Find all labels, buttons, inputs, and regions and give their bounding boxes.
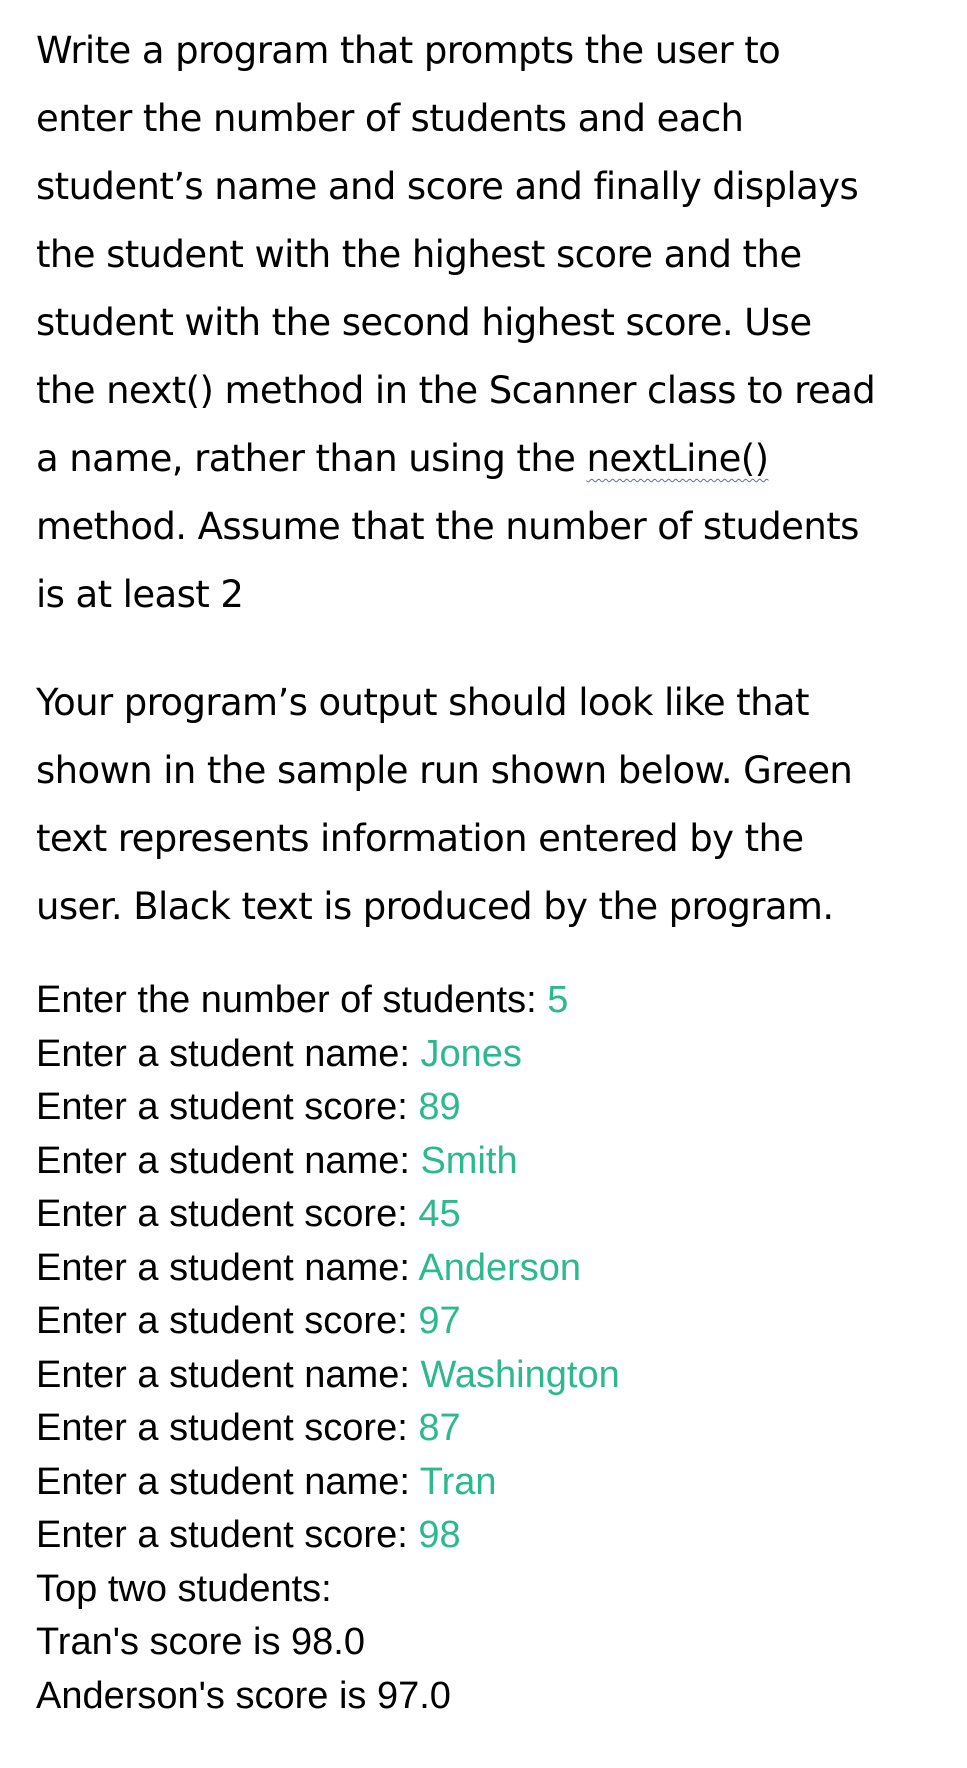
program-prompt: Enter a student name:: [36, 1353, 421, 1396]
text-line: method. Assume that the number of students: [36, 505, 859, 548]
prompt-row: [36, 1135, 961, 1189]
program-prompt: Enter a student score:: [36, 1514, 419, 1556]
text-line: Your program’s output should look like that: [36, 681, 809, 724]
prompt-row: [36, 1188, 961, 1242]
prompt-row: [36, 1349, 961, 1403]
text-line: [36, 425, 961, 493]
output-line: Anderson's score is 97.0: [36, 1674, 451, 1717]
text-line: the student with the highest score and the: [36, 233, 802, 276]
output-description-paragraph: [36, 669, 961, 941]
user-input: Jones: [420, 1032, 522, 1075]
prompt-row: [36, 1028, 961, 1082]
prompt-row: [36, 974, 961, 1028]
user-input: Anderson: [418, 1246, 582, 1289]
user-input: Tran: [419, 1460, 497, 1503]
program-prompt: Enter a student score:: [36, 1193, 419, 1235]
user-input: 97: [418, 1300, 461, 1342]
text-line: student’s name and score and finally displays: [36, 165, 859, 208]
text-line: shown in the sample run shown below. Green: [36, 749, 853, 792]
output-line: Top two students:: [36, 1567, 332, 1610]
prompt-row: [36, 1456, 961, 1510]
program-prompt: Enter a student score:: [36, 1300, 419, 1342]
user-input: Smith: [420, 1139, 518, 1182]
program-prompt: Enter a student name:: [36, 1139, 421, 1182]
prompt-row: [36, 1509, 961, 1563]
prompt-row: [36, 1402, 961, 1456]
user-input: 45: [418, 1193, 461, 1235]
prompt-row: [36, 1081, 961, 1135]
text-line-prefix: a name, rather than using the: [36, 437, 587, 480]
program-prompt: Enter the number of students:: [36, 979, 548, 1021]
text-line: text represents information entered by the: [36, 817, 804, 860]
program-prompt: Enter a student score:: [36, 1407, 419, 1449]
text-line: is at least 2: [36, 573, 244, 616]
user-input: 5: [547, 979, 569, 1021]
prompt-row: [36, 1295, 961, 1349]
text-line: Write a program that prompts the user to: [36, 29, 781, 72]
user-input: Washington: [420, 1353, 620, 1396]
user-input: 87: [418, 1407, 461, 1449]
user-input: 89: [418, 1086, 461, 1128]
prompt-row: [36, 1242, 961, 1296]
instructions-paragraph: [36, 17, 961, 629]
text-line: the next() method in the Scanner class to read: [36, 369, 876, 412]
user-input: 98: [418, 1514, 461, 1556]
text-line: user. Black text is produced by the program.: [36, 885, 834, 928]
program-prompt: Enter a student name:: [36, 1460, 420, 1503]
program-prompt: Enter a student name:: [36, 1246, 419, 1289]
sample-run-console: [36, 974, 961, 1723]
text-line: student with the second highest score. Use: [36, 301, 812, 344]
program-prompt: Enter a student name:: [36, 1032, 421, 1075]
text-line: enter the number of students and each: [36, 97, 744, 140]
output-line: Tran's score is 98.0: [36, 1621, 365, 1663]
spellcheck-underlined-word: nextLine(): [586, 437, 769, 480]
program-prompt: Enter a student score:: [36, 1086, 419, 1128]
